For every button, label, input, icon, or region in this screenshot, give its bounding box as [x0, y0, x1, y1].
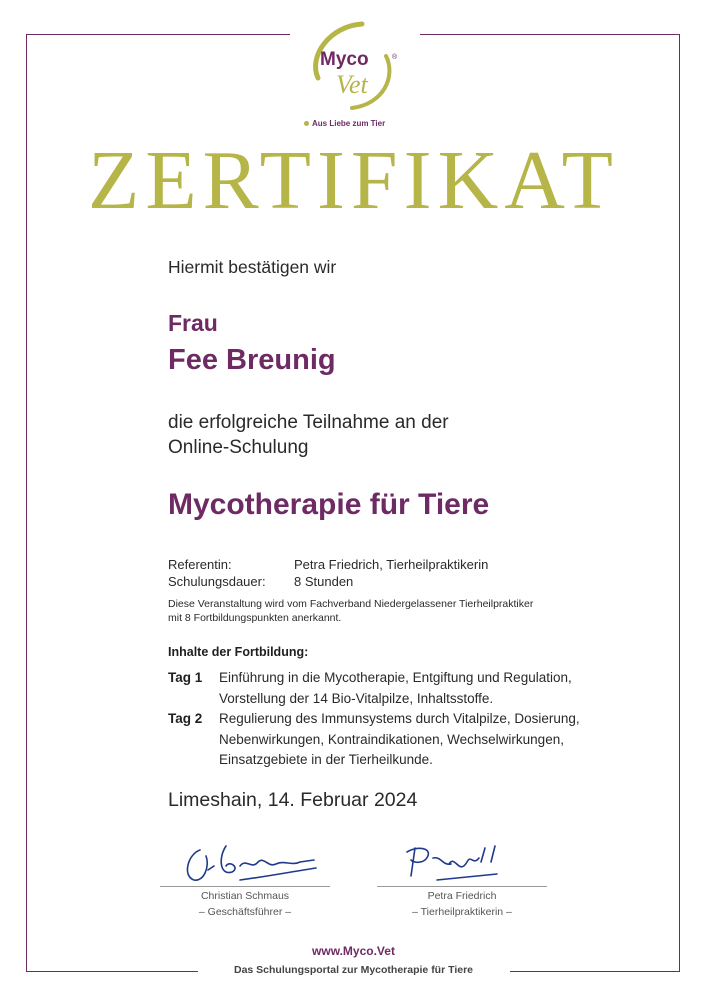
day-line: Vorstellung der 14 Bio-Vitalpilze, Inhaltsstoffe.: [219, 690, 494, 706]
intro-text: Hiermit bestätigen wir: [168, 257, 337, 277]
signature-block-ceo: [160, 836, 330, 918]
participation-line-1: die erfolgreiche Teilnahme an der: [168, 412, 449, 433]
accreditation-note: [168, 597, 668, 625]
participation-text: [168, 410, 449, 460]
speaker-label: Referentin:: [168, 557, 232, 572]
meta-row-speaker: [168, 556, 488, 573]
duration-label: Schulungsdauer:: [168, 574, 266, 589]
signature-christian-schmaus: [160, 836, 330, 886]
day-label: Tag 2: [168, 711, 203, 726]
participation-line-2: Online-Schulung: [168, 437, 309, 458]
day-description: [219, 668, 649, 709]
signature-petra-friedrich: [377, 836, 547, 886]
logo-tagline: [304, 119, 385, 128]
recipient-name: Fee Breunig: [168, 344, 336, 376]
contents-day-1: [168, 668, 649, 709]
signatory-role: – Geschäftsführer –: [198, 906, 292, 918]
day-description: [219, 709, 649, 771]
signatory-name: Petra Friedrich: [427, 890, 497, 902]
footer-url[interactable]: www.Myco.Vet: [312, 944, 395, 958]
tagline-dot-icon: [304, 121, 309, 126]
signature-block-speaker: [377, 836, 547, 918]
signature-line: [377, 886, 547, 887]
logo-brand-top: Myco: [320, 49, 369, 70]
certificate-title: ZERTIFIKAT: [88, 134, 619, 227]
signatory-name: Christian Schmaus: [200, 890, 290, 902]
logo-registered-mark: ®: [392, 54, 398, 61]
speaker-value: Petra Friedrich, Tierheilpraktikerin: [294, 557, 489, 572]
duration-value: 8 Stunden: [294, 574, 354, 589]
day-line: Regulierung des Immunsystems durch Vitalpilze, Dosierung,: [219, 711, 580, 726]
accreditation-line-1: Diese Veranstaltung wird vom Fachverband Niedergelassener Tierheilpraktiker: [168, 598, 534, 610]
contents-heading: Inhalte der Fortbildung:: [168, 645, 309, 659]
accreditation-line-2: mit 8 Fortbildungspunkten anerkannt.: [168, 612, 342, 624]
day-line: Einsatzgebiete in der Tierheilkunde.: [219, 752, 433, 767]
day-line: Einführung in die Mycotherapie, Entgiftung und Regulation,: [219, 670, 572, 685]
footer-tagline: Das Schulungsportal zur Mycotherapie für Tiere: [233, 964, 474, 976]
meta-row-duration: [168, 573, 488, 590]
logo-brand-bottom: Vet: [336, 70, 368, 99]
logo-tagline-text: Aus Liebe zum Tier: [312, 119, 386, 128]
signature-line: [160, 886, 330, 887]
day-label: Tag 1: [168, 670, 203, 685]
signatory-role: – Tierheilpraktikerin –: [412, 906, 512, 918]
day-line: Nebenwirkungen, Kontraindikationen, Wechselwirkungen,: [219, 731, 564, 747]
contents-day-2: [168, 709, 649, 771]
course-title: Mycotherapie für Tiere: [168, 488, 490, 521]
place-and-date: Limeshain, 14. Februar 2024: [168, 789, 418, 811]
mycovet-logo: [300, 16, 410, 116]
course-meta: [168, 556, 488, 590]
recipient-salutation: Frau: [168, 310, 218, 336]
